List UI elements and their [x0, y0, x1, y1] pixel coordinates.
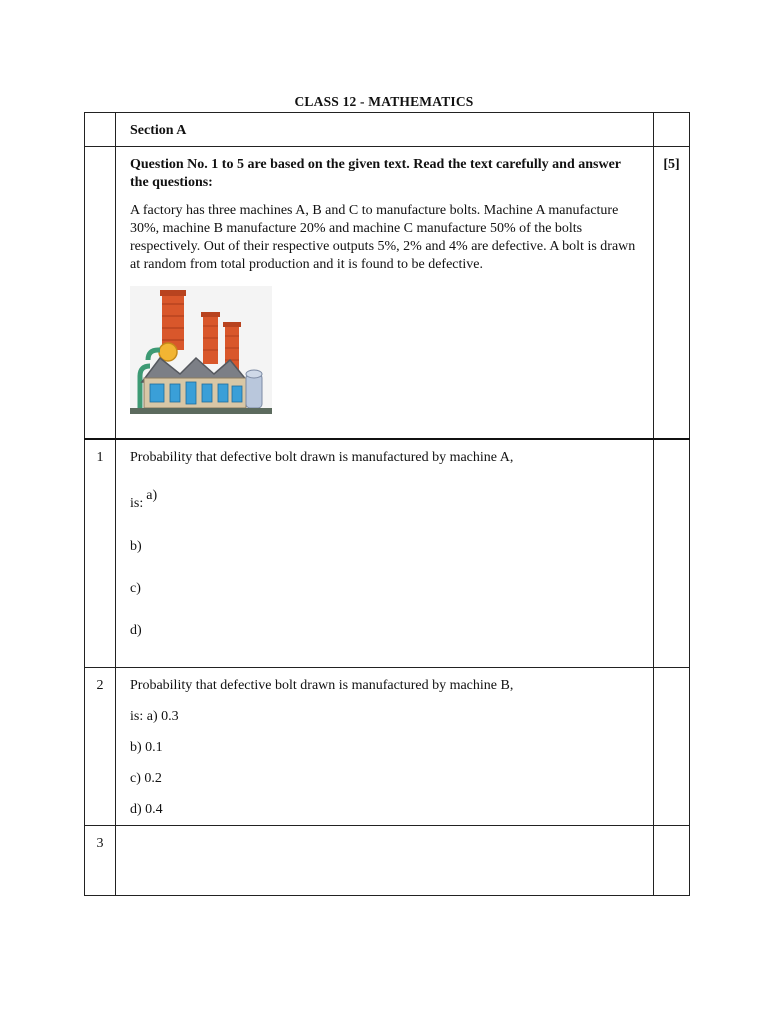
option-c: c) 0.2 [130, 771, 162, 786]
question-row [85, 668, 690, 826]
question-cell [116, 439, 654, 668]
marks-label: [5] [663, 157, 680, 172]
number-cell [85, 826, 116, 896]
question-is-line [130, 487, 639, 513]
number-cell [85, 147, 116, 439]
question-number: 3 [96, 836, 104, 851]
option-b: b) [130, 538, 142, 554]
marks-cell [654, 113, 690, 147]
option-b: b) 0.1 [130, 740, 163, 755]
section-label: Section A [130, 123, 187, 138]
chimney-icon [201, 312, 220, 364]
question-number: 1 [96, 449, 104, 465]
tank-icon [246, 370, 262, 408]
passage-cell [116, 147, 654, 439]
question-row [85, 439, 690, 668]
window-icon [150, 382, 242, 404]
question-cell [116, 668, 654, 826]
question-text: Probability that defective bolt drawn is manufactured by machine B, [130, 678, 514, 693]
question-row [85, 826, 690, 896]
number-cell [85, 113, 116, 147]
marks-cell [654, 668, 690, 826]
option-c: c) [130, 580, 141, 596]
question-number: 2 [96, 678, 104, 693]
chimney-icon [160, 290, 186, 350]
factory-illustration [130, 286, 272, 414]
section-row [85, 113, 690, 147]
number-cell [85, 668, 116, 826]
is-label: is: [130, 495, 144, 511]
number-cell [85, 439, 116, 668]
question-text: Probability that defective bolt drawn is manufactured by machine A, [130, 449, 514, 465]
question-cell [116, 826, 654, 896]
section-cell [116, 113, 654, 147]
marks-cell [654, 147, 690, 439]
marks-cell [654, 439, 690, 668]
marks-cell [654, 826, 690, 896]
option-a: is: a) 0.3 [130, 709, 179, 724]
page-title: CLASS 12 - MATHEMATICS [294, 94, 474, 109]
option-d: d) [130, 622, 142, 638]
passage-row [85, 147, 690, 439]
option-d: d) 0.4 [130, 802, 163, 817]
passage-text: A factory has three machines A, B and C to manufacture bolts. Machine A manufacture 30%, machine B manufacture 20% and machine C manufacture 50% of the bolts respectively. Out of their respective outputs 5%, 2% and 4% are defective. A bolt is drawn at random from total production and it is found to be defective. [130, 203, 636, 272]
question-paper-table [84, 112, 690, 896]
option-a: a) [146, 487, 158, 503]
passage-intro: Question No. 1 to 5 are based on the given text. Read the text carefully and answer the questions: [130, 157, 621, 190]
